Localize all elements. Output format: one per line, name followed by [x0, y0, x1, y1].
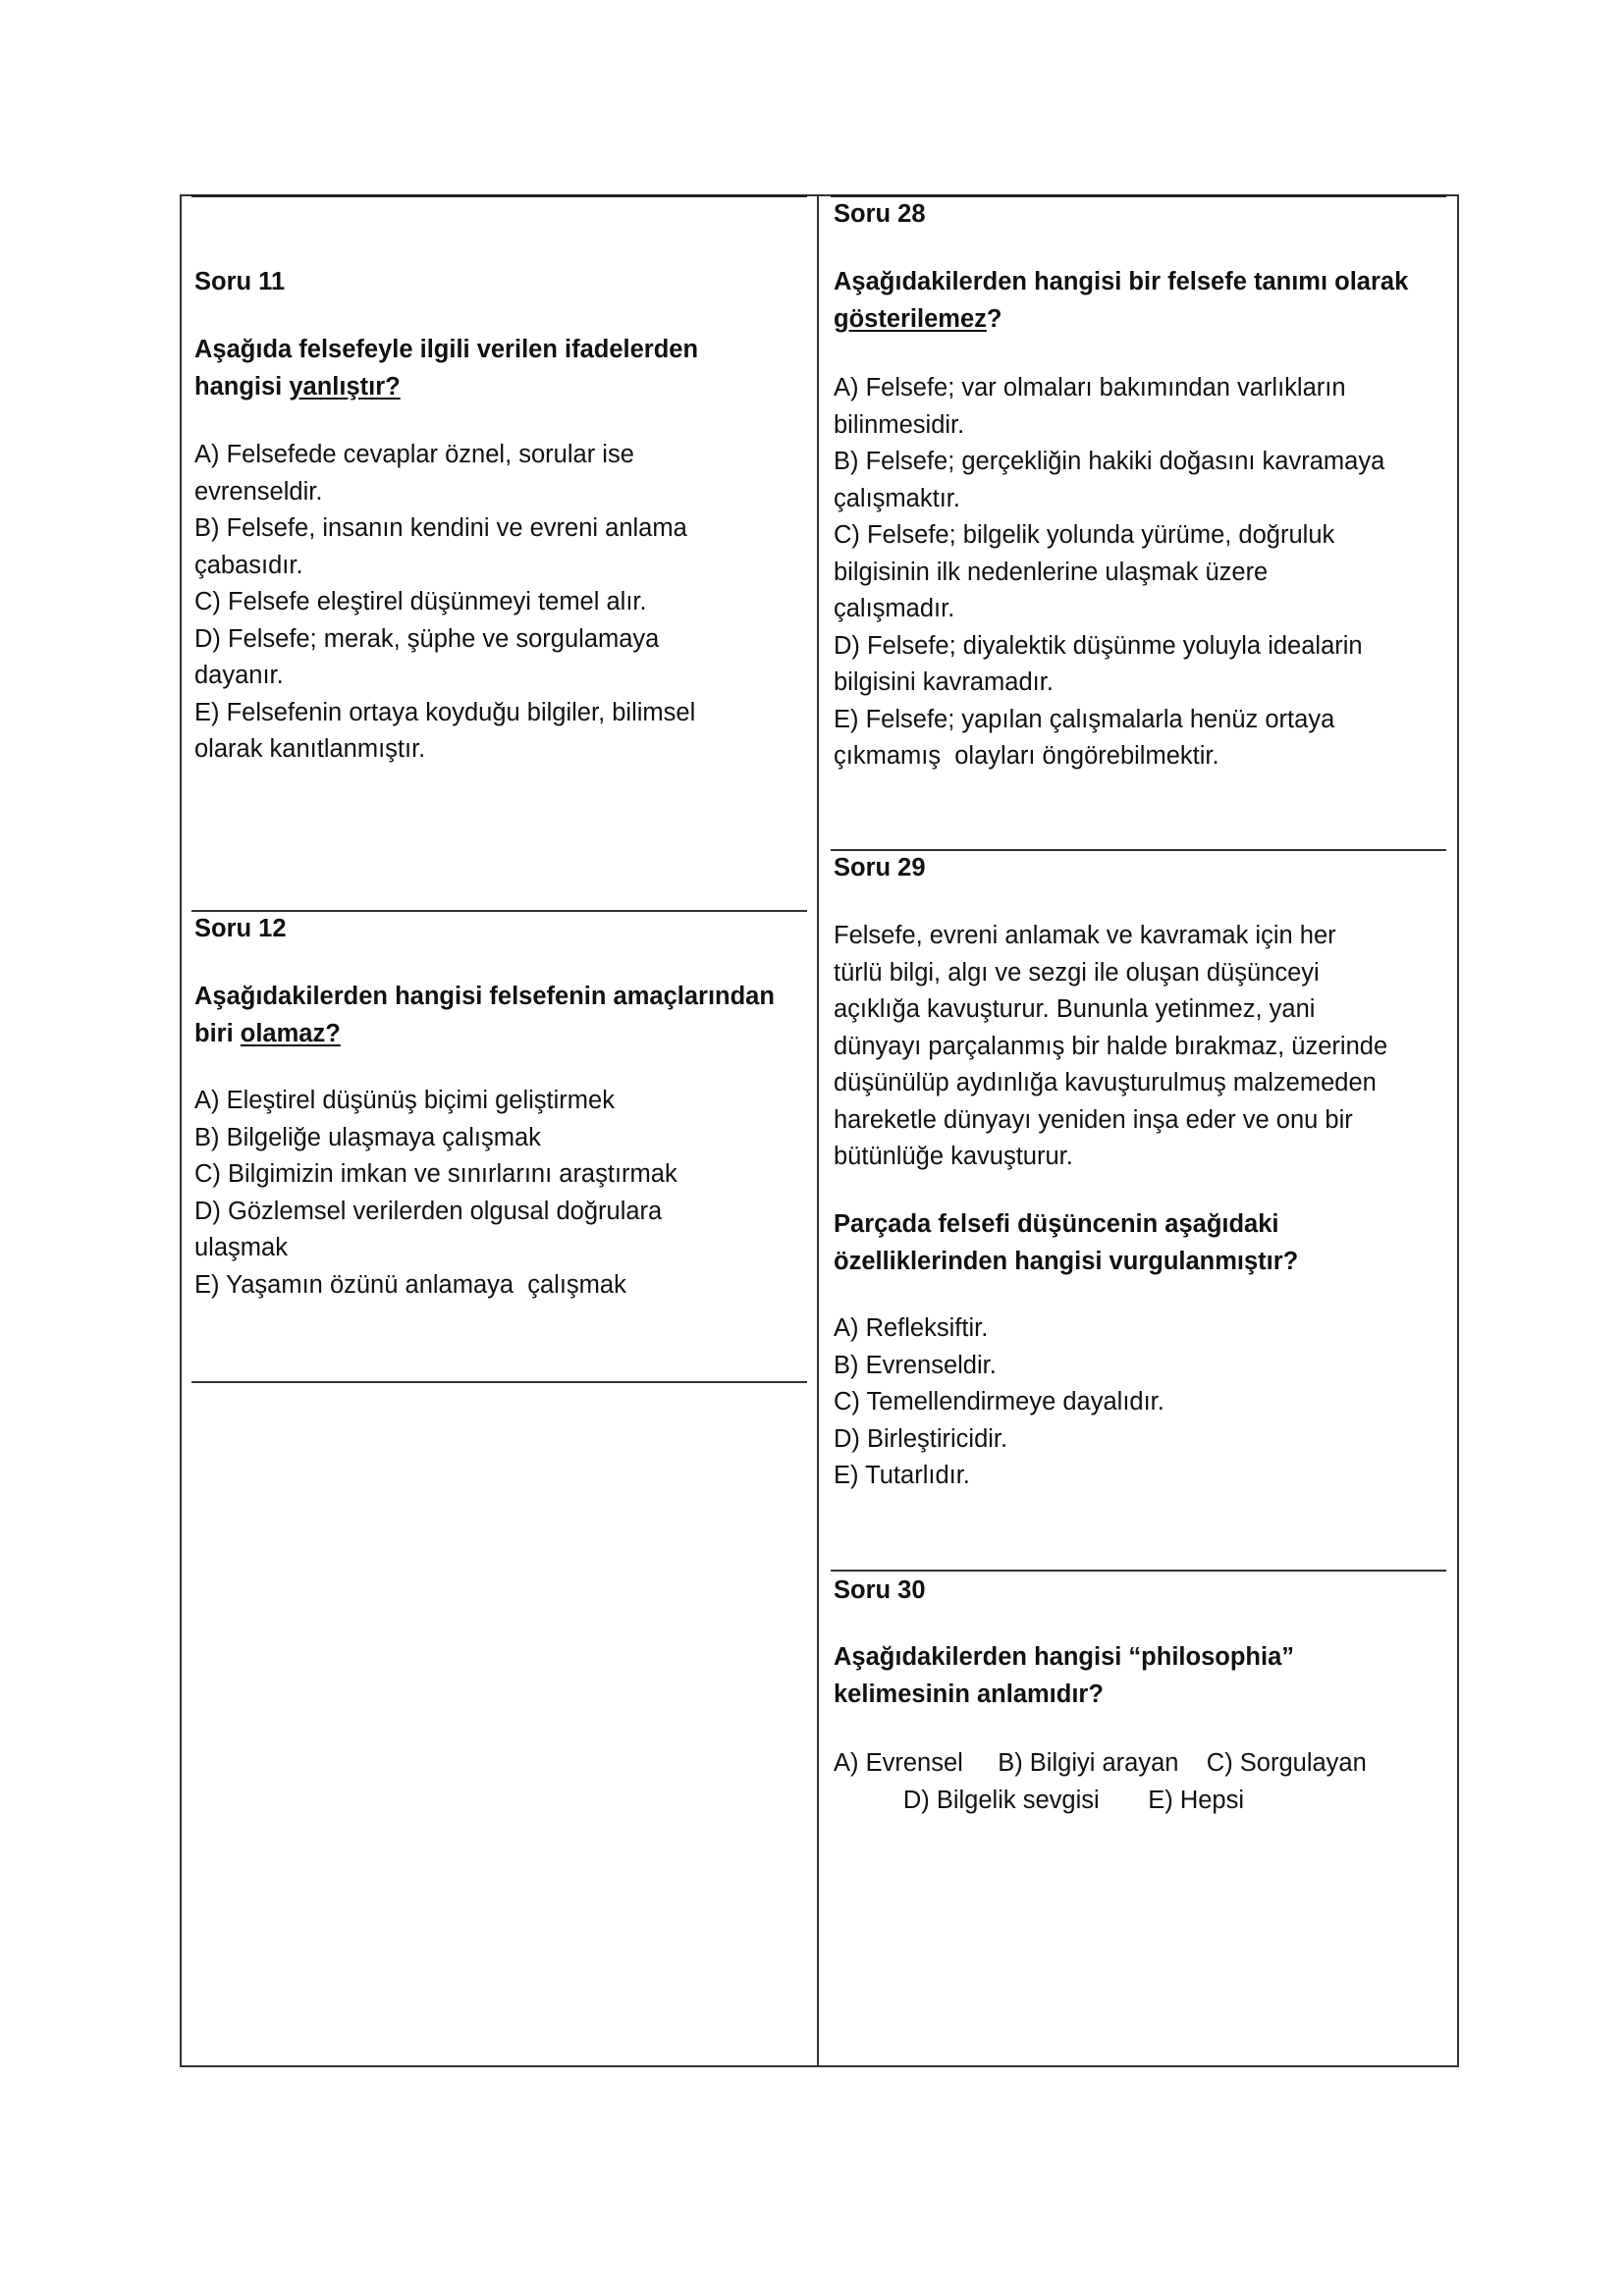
option-line: A) Felsefe; var olmaları bakımından varlıkların: [834, 374, 1346, 401]
passage-line: dünyayı parçalanmış bir halde bırakmaz, üzerinde: [834, 1032, 1388, 1060]
question-30-options: [834, 1745, 1367, 1819]
option-line: E) Tutarlıdır.: [834, 1462, 970, 1489]
option-line: ulaşmak: [194, 1234, 288, 1261]
option-line: C) Felsefe eleştirel düşünmeyi temel alır.: [194, 588, 647, 615]
option-line: D) Felsefe; diyalektik düşünme yoluyla idealarin: [834, 631, 1363, 660]
option-line: D) Bilgelik sevgisi E) Hepsi: [834, 1786, 1245, 1814]
question-12-options: [194, 1083, 677, 1304]
option-line: dayanır.: [194, 662, 284, 689]
option-line: çabasıdır.: [194, 551, 303, 579]
option-line: A) Eleştirel düşünüş biçimi geliştirmek: [194, 1087, 615, 1114]
question-11-options: [194, 437, 695, 769]
separator-q30: [831, 1570, 1446, 1572]
passage-line: Felsefe, evreni anlamak ve kavramak için her: [834, 922, 1336, 949]
separator-after-q12: [191, 1381, 807, 1383]
option-line: B) Felsefe, insanın kendini ve evreni anlama: [194, 514, 687, 542]
question-29-options: [834, 1310, 1164, 1495]
prompt-line: özelliklerinden hangisi vurgulanmıştır?: [834, 1247, 1299, 1275]
option-line: çalışmadır.: [834, 595, 955, 622]
option-line: D) Birleştiricidir.: [834, 1424, 1008, 1453]
option-line: B) Evrenseldir.: [834, 1351, 997, 1379]
prompt-line: Aşağıdakilerden hangisi “philosophia”: [834, 1643, 1294, 1671]
prompt-line: kelimesinin anlamıdır?: [834, 1680, 1104, 1708]
passage-line: açıklığa kavuşturur. Bununla yetinmez, yani: [834, 995, 1316, 1023]
question-30-heading: Soru 30: [834, 1576, 926, 1604]
separator-top-left: [191, 194, 807, 197]
option-line: çıkmamış olayları öngörebilmektir.: [834, 742, 1219, 770]
question-12-heading: Soru 12: [194, 915, 287, 942]
question-12-prompt: [194, 979, 775, 1052]
passage-line: bütünlüğe kavuşturur.: [834, 1143, 1073, 1170]
option-line: A) Felsefede cevaplar öznel, sorular ise: [194, 441, 634, 468]
option-line: evrenseldir.: [194, 477, 323, 506]
passage-line: türlü bilgi, algı ve sezgi ile oluşan düşünceyi: [834, 958, 1320, 987]
option-line: B) Felsefe; gerçekliğin hakiki doğasını kavramaya: [834, 448, 1385, 475]
option-line: D) Gözlemsel verilerden olgusal doğrulara: [194, 1197, 663, 1225]
question-28-options: [834, 370, 1384, 775]
option-line: bilgisini kavramadır.: [834, 668, 1054, 696]
prompt-emphasis: olamaz?: [240, 1019, 341, 1047]
question-11-heading: Soru 11: [194, 268, 286, 295]
option-line: C) Bilgimizin imkan ve sınırlarını araştırmak: [194, 1160, 677, 1188]
option-line: A) Evrensel B) Bilgiyi arayan C) Sorgulayan: [834, 1749, 1367, 1777]
question-28-prompt: [834, 264, 1408, 338]
prompt-text: ?: [986, 304, 1002, 333]
option-line: olarak kanıtlanmıştır.: [194, 735, 426, 763]
prompt-text: hangisi: [194, 372, 290, 400]
option-line: C) Temellendirmeye dayalıdır.: [834, 1388, 1164, 1415]
prompt-line: Parçada felsefi düşüncenin aşağıdaki: [834, 1210, 1279, 1238]
option-line: E) Felsefenin ortaya koyduğu bilgiler, bilimsel: [194, 698, 696, 726]
prompt-emphasis: gösterilemez: [834, 304, 987, 333]
prompt-line: Aşağıdakilerden hangisi bir felsefe tanımı olarak: [834, 268, 1409, 295]
prompt-text: biri: [194, 1019, 241, 1047]
option-line: D) Felsefe; merak, şüphe ve sorgulamaya: [194, 624, 660, 653]
option-line: E) Felsefe; yapılan çalışmalarla henüz ortaya: [834, 705, 1335, 733]
prompt-line: Aşağıdakilerden hangisi felsefenin amaçlarından: [194, 983, 775, 1010]
option-line: A) Refleksiftir.: [834, 1314, 989, 1342]
option-line: E) Yaşamın özünü anlamaya çalışmak: [194, 1270, 626, 1299]
question-29-passage: [834, 918, 1387, 1176]
option-line: C) Felsefe; bilgelik yolunda yürüme, doğruluk: [834, 521, 1335, 549]
prompt-line: Aşağıda felsefeyle ilgili verilen ifadelerden: [194, 336, 699, 363]
column-divider: [817, 194, 819, 2067]
option-line: çalışmaktır.: [834, 484, 960, 512]
passage-line: düşünülüp aydınlığa kavuşturulmuş malzemeden: [834, 1069, 1377, 1096]
prompt-emphasis: yanlıştır?: [289, 372, 401, 400]
question-11-prompt: [194, 332, 698, 405]
passage-line: hareketle dünyayı yeniden inşa eder ve onu bir: [834, 1105, 1353, 1134]
option-line: B) Bilgeliğe ulaşmaya çalışmak: [194, 1123, 541, 1151]
question-29-prompt: [834, 1206, 1298, 1280]
option-line: bilgisinin ilk nedenlerine ulaşmak üzere: [834, 558, 1269, 586]
question-28-heading: Soru 28: [834, 200, 926, 228]
question-30-prompt: [834, 1639, 1294, 1713]
option-line: bilinmesidir.: [834, 410, 965, 439]
question-29-heading: Soru 29: [834, 854, 926, 881]
